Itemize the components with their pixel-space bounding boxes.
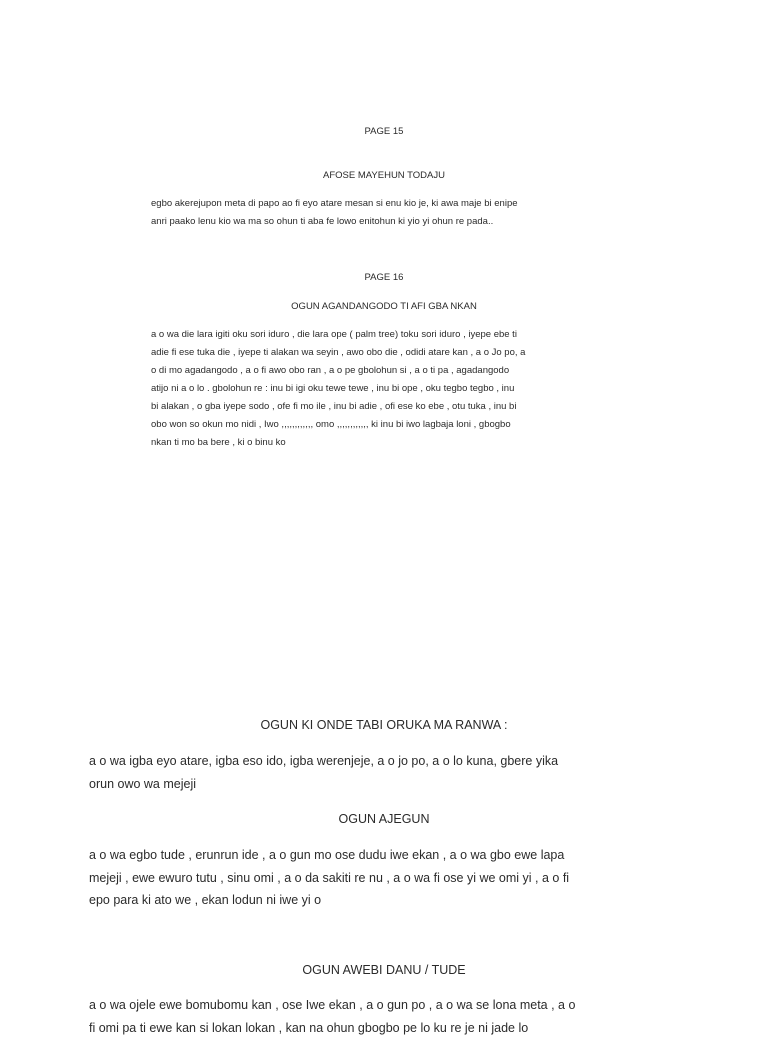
section-title-afose: AFOSE MAYEHUN TODAJU	[0, 170, 768, 181]
paragraph-line: a o wa ojele ewe bomubomu kan , ose Iwe ekan , a o gun po , a o wa se lona meta , a o	[89, 994, 575, 1017]
section-title-ajegun: OGUN AJEGUN	[0, 812, 768, 826]
paragraph-awebi	[89, 994, 575, 1039]
section-title-ki-onde: OGUN KI ONDE TABI ORUKA MA RANWA :	[0, 718, 768, 732]
paragraph-line: adie fi ese tuka die , iyepe ti alakan wa seyin , awo obo die , odidi atare kan , a o Jo po, a	[151, 344, 525, 362]
paragraph-line: fi omi pa ti ewe kan si lokan lokan , kan na ohun gbogbo pe lo ku re je ni jade lo	[89, 1017, 575, 1039]
paragraph-line: a o wa die lara igiti oku sori iduro , die lara ope ( palm tree) toku sori iduro , iyepe ebe ti	[151, 326, 525, 344]
paragraph-line: anri paako lenu kio wa ma so ohun ti aba fe lowo enitohun ki yio yi ohun re pada..	[151, 213, 518, 231]
paragraph-ajegun	[89, 844, 569, 912]
paragraph-line: a o wa igba eyo atare, igba eso ido, igba werenjeje, a o jo po, a o lo kuna, gbere yika	[89, 750, 558, 773]
paragraph-line: o di mo agadangodo , a o fi awo obo ran , a o pe gbolohun si , a o ti pa , agadangodo	[151, 362, 525, 380]
paragraph-line: a o wa egbo tude , erunrun ide , a o gun mo ose dudu iwe ekan , a o wa gbo ewe lapa	[89, 844, 569, 867]
paragraph-line: atijo ni a o lo . gbolohun re : inu bi igi oku tewe tewe , inu bi ope , oku tegbo tegbo , inu	[151, 380, 525, 398]
paragraph-line: orun owo wa mejeji	[89, 773, 558, 796]
section-title-agandangodo: OGUN AGANDANGODO TI AFI GBA NKAN	[0, 301, 768, 312]
paragraph-line: egbo akerejupon meta di papo ao fi eyo atare mesan si enu kio je, ki awa maje bi enipe	[151, 195, 518, 213]
paragraph-line: bi alakan , o gba iyepe sodo , ofe fi mo ile , inu bi adie , ofi ese ko ebe , otu tuka , inu bi	[151, 398, 525, 416]
paragraph-line: obo won so okun mo nidi , Iwo ,,,,,,,,,,,, omo ,,,,,,,,,,,, ki inu bi iwo lagbaja loni , gbogbo	[151, 416, 525, 434]
paragraph-line: mejeji , ewe ewuro tutu , sinu omi , a o da sakiti re nu , a o wa fi ose yi we omi yi , a o fi	[89, 867, 569, 890]
section-title-awebi: OGUN AWEBI DANU / TUDE	[0, 963, 768, 977]
page-label-16: PAGE 16	[0, 272, 768, 283]
paragraph-afose	[151, 195, 518, 231]
paragraph-ki-onde	[89, 750, 558, 795]
paragraph-line: nkan ti mo ba bere , ki o binu ko	[151, 434, 525, 452]
paragraph-line: epo para ki ato we , ekan lodun ni iwe yi o	[89, 889, 569, 912]
paragraph-agandangodo	[151, 326, 525, 452]
page-label-15: PAGE 15	[0, 126, 768, 137]
